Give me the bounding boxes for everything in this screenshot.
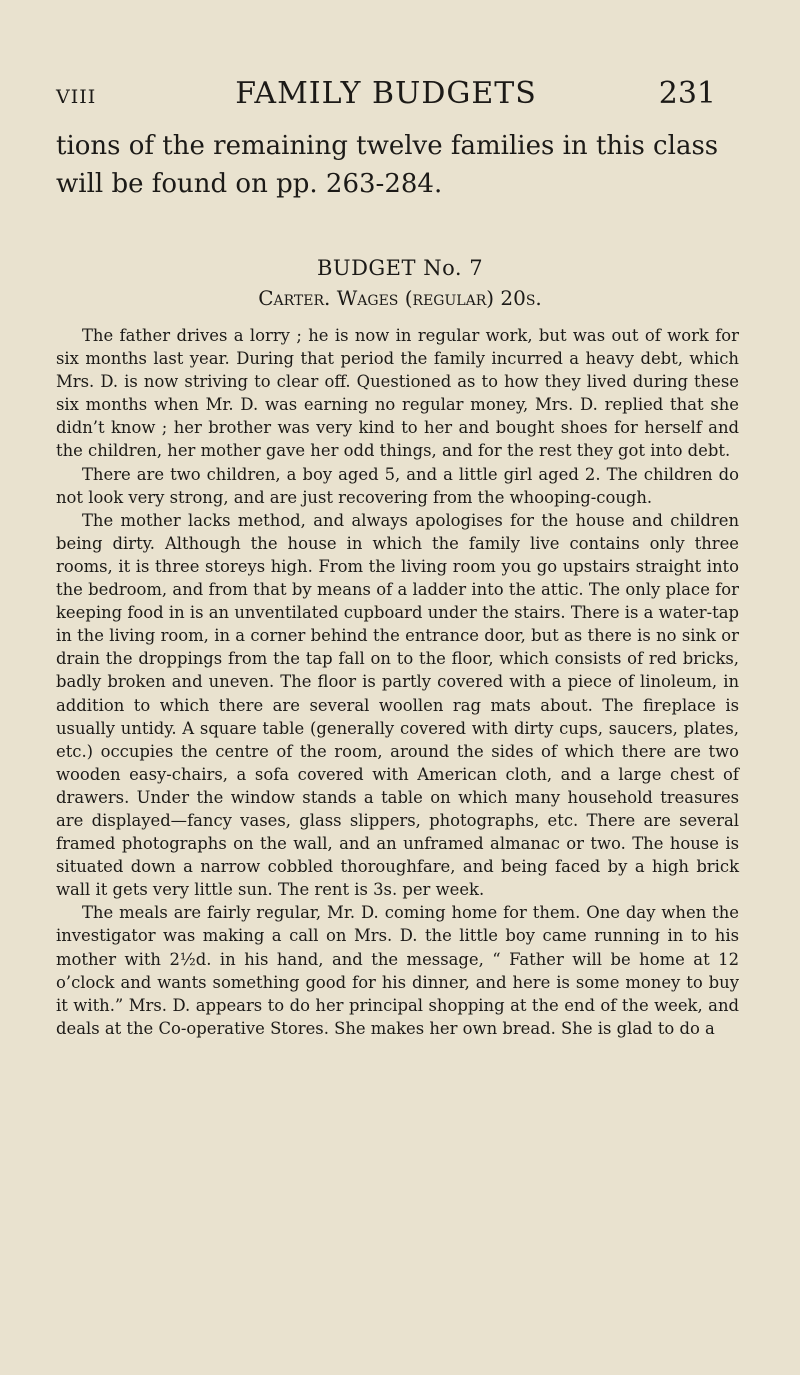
budget-heading: BUDGET No. 7 — [316, 256, 484, 280]
running-title: FAMILY BUDGETS — [235, 76, 537, 111]
paragraph: The mother lacks method, and always apologises for the house and children being dirty. Although the house in which the family live contains only three rooms, it is three storeys high. From the living room you go upstairs straight into the bedroom, and from that by means of a ladder into the attic. The only place for keeping food in is an unventilated cupboard under the stairs. There is a water-tap in the living room, in a corner behind the entrance door, but as there is no sink or drain the droppings from the tap fall on to the floor, which consists of red bricks, badly broken and uneven. The floor is partly covered with a piece of linoleum, in addition to which there are several woollen rag mats about. The fireplace is usually untidy. A square table (generally covered with dirty cups, saucers, plates, etc.) occupies the centre of the room, around the sides of which there are two wooden easy-chairs, a sofa covered with American cloth, and a large chest of drawers. Under the window stands a table on which many household treasures are displayed—fancy vases, glass slippers, photographs, etc. There are several framed photographs on the wall, and an unframed almanac or two. The house is situated down a narrow cobbled thoroughfare, and being faced by a high brick wall it gets very little sun. The rent is 3s. per week. — [56, 510, 739, 900]
paragraph: The father drives a lorry ; he is now in regular work, but was out of work for six months last year. During that period the family incurred a heavy debt, which Mrs. D. is now striving to clear off. Questioned as to how they lived during these six months when Mr. D. was earning no regular money, Mrs. D. replied that she didn’t know ; her brother was very kind to her and bought shoes for herself and the children, her mother gave her odd things, and for the rest they got into debt. — [56, 326, 739, 461]
wages-label: Wages (regular) 20s. — [336, 286, 542, 310]
running-head — [56, 72, 716, 112]
lead-paragraph: tions of the remaining twelve families in this class will be found on pp. 263-284. — [56, 131, 719, 199]
body-text — [56, 324, 739, 1040]
chapter-number: VIII — [56, 86, 97, 108]
paragraph: There are two children, a boy aged 5, and a little girl aged 2. The children do not look very strong, and are just recovering from the whooping-cough. — [56, 464, 739, 507]
budget-subheading — [0, 286, 800, 310]
page-number: 231 — [658, 76, 716, 111]
paragraph: The meals are fairly regular, Mr. D. coming home for them. One day when the investigator was making a call on Mrs. D. the little boy came running in to his mother with 2½d. in his hand, and the message, “ Father will be home at 12 o’clock and wants something good for his dinner, and here is some money to buy it with.” Mrs. D. appears to do her principal shopping at the end of the week, and deals at the Co-operative Stores. She makes her own bread. She is glad to do a — [56, 903, 739, 1038]
occupation-label: Carter. — [258, 286, 331, 310]
